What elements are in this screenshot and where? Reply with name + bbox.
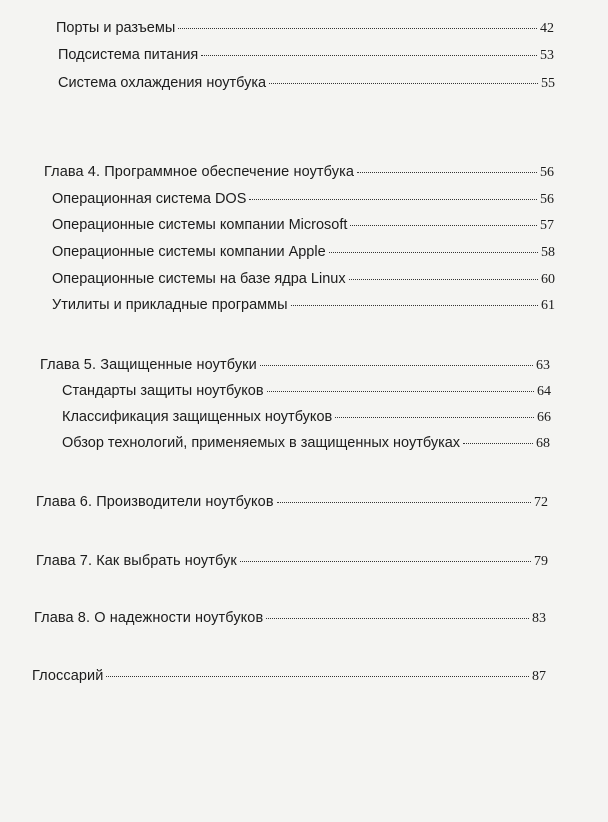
toc-entry-microsoft: [52, 217, 554, 237]
toc-entry-title: Система охлаждения ноутбука: [58, 75, 267, 91]
toc-entry-page: 42: [540, 21, 554, 36]
toc-entry-title: Операционные системы компании Apple: [52, 244, 326, 260]
toc-chapter-7: [36, 553, 548, 573]
toc-chapter-page: 56: [540, 165, 554, 180]
toc-entry-title: Операционная система DOS: [52, 191, 247, 207]
toc-entry-page: 64: [537, 384, 551, 399]
toc-entry-title: Стандарты защиты ноутбуков: [62, 383, 264, 399]
toc-entry-page: 57: [540, 218, 554, 233]
dot-leader: [269, 83, 538, 84]
toc-entry-page: 61: [541, 298, 555, 313]
toc-entry-title: Подсистема питания: [58, 47, 199, 63]
dot-leader: [240, 561, 531, 562]
dot-leader: [249, 199, 537, 200]
toc-entry-power: [58, 47, 554, 67]
toc-chapter-8: [34, 610, 546, 630]
toc-chapter-page: 83: [532, 611, 546, 626]
toc-entry-utilities: [52, 297, 555, 317]
dot-leader: [201, 55, 537, 56]
dot-leader: [260, 365, 533, 366]
dot-leader: [463, 443, 533, 444]
dot-leader: [349, 279, 538, 280]
toc-entry-page: 56: [540, 192, 554, 207]
toc-glossary-title: Глоссарий: [32, 668, 104, 684]
toc-chapter-4: [44, 164, 554, 184]
toc-entry-page: 66: [537, 410, 551, 425]
toc-entry-ports: [56, 20, 554, 40]
toc-entry-title: Порты и разъемы: [56, 20, 176, 36]
toc-entry-title: Операционные системы на базе ядра Linux: [52, 271, 346, 287]
toc-entry-page: 55: [541, 76, 555, 91]
dot-leader: [267, 391, 534, 392]
toc-chapter-6: [36, 494, 548, 514]
dot-leader: [350, 225, 537, 226]
toc-entry-protection-standards: [62, 383, 551, 403]
toc-chapter-page: 72: [534, 495, 548, 510]
toc-chapter-title: Глава 8. О надежности ноутбуков: [34, 610, 264, 626]
toc-chapter-page: 63: [536, 358, 550, 373]
dot-leader: [291, 305, 538, 306]
toc-entry-classification: [62, 409, 551, 429]
dot-leader: [178, 28, 537, 29]
toc-chapter-title: Глава 4. Программное обеспечение ноутбука: [44, 164, 355, 180]
toc-chapter-title: Глава 6. Производители ноутбуков: [36, 494, 274, 510]
toc-glossary: [32, 668, 546, 688]
toc-chapter-page: 79: [534, 554, 548, 569]
toc-entry-cooling: [58, 75, 555, 95]
toc-chapter-5: [40, 357, 550, 377]
toc-entry-apple: [52, 244, 555, 264]
toc-entry-dos: [52, 191, 554, 211]
dot-leader: [266, 618, 529, 619]
toc-chapter-title: Глава 5. Защищенные ноутбуки: [40, 357, 257, 373]
dot-leader: [357, 172, 537, 173]
toc-entry-page: 58: [541, 245, 555, 260]
toc-entry-page: 68: [536, 436, 550, 451]
toc-entry-page: 53: [540, 48, 554, 63]
dot-leader: [106, 676, 529, 677]
toc-entry-title: Операционные системы компании Microsoft: [52, 217, 348, 233]
dot-leader: [277, 502, 531, 503]
dot-leader: [335, 417, 534, 418]
dot-leader: [329, 252, 538, 253]
toc-entry-title: Утилиты и прикладные программы: [52, 297, 288, 313]
toc-entry-page: 60: [541, 272, 555, 287]
toc-chapter-title: Глава 7. Как выбрать ноутбук: [36, 553, 237, 569]
toc-glossary-page: 87: [532, 669, 546, 684]
toc-entry-linux: [52, 271, 555, 291]
toc-entry-title: Обзор технологий, применяемых в защищенных ноутбуках: [62, 435, 461, 451]
toc-entry-title: Классификация защищенных ноутбуков: [62, 409, 333, 425]
toc-entry-technologies-overview: [62, 435, 550, 455]
